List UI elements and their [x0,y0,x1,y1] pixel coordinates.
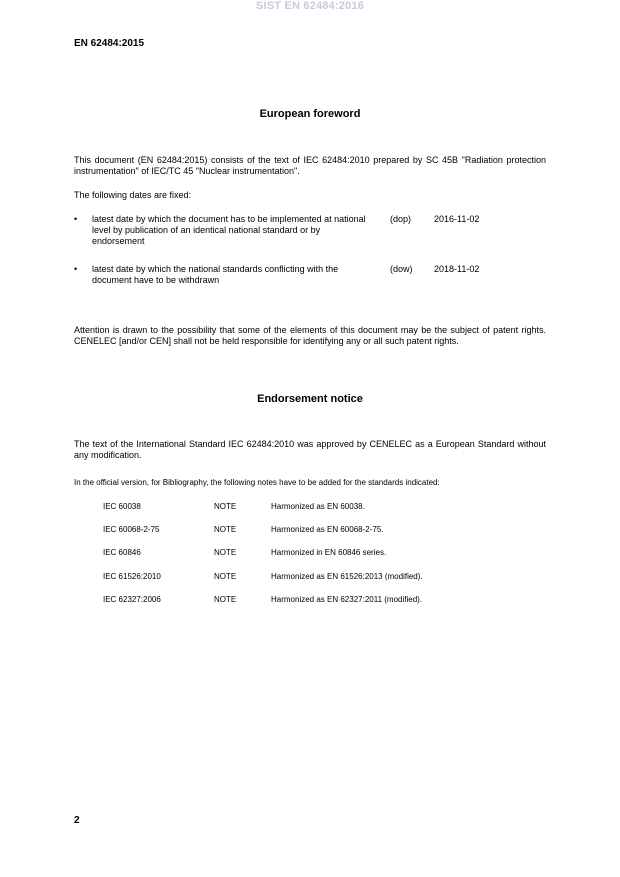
endorsement-text: The text of the International Standard IEC 62484:2010 was approved by CENELEC as a European Standard without any modification. [74,439,546,460]
note-row [0,595,620,607]
note-text: Harmonized as EN 60038. [271,502,365,511]
page-number: 2 [74,815,80,826]
note-text: Harmonized as EN 60068-2-75. [271,525,384,534]
note-row [0,548,620,560]
note-row [0,572,620,584]
date-item-date: 2016-11-02 [434,214,480,224]
date-item-code: (dop) [390,214,412,224]
note-label: NOTE [214,572,237,581]
date-item-text: latest date by which the national standards conflicting with the document have to be withdrawn [92,264,339,285]
dates-intro: The following dates are fixed: [74,190,192,200]
date-item-date: 2018-11-02 [434,264,480,274]
bullet-icon: • [74,214,78,224]
document-header: EN 62484:2015 [74,38,145,49]
note-standard: IEC 60846 [103,548,141,557]
date-item-text: latest date by which the document has to be implemented at national level by publication of an identical national standard or by endorsement [92,214,366,246]
note-text: Harmonized in EN 60846 series. [271,548,387,557]
patent-attention: Attention is drawn to the possibility that some of the elements of this document may be the subject of patent rights. CENELEC [and/or CEN] shall not be held responsible for identifying any or all such patent rights. [74,325,546,346]
bibliography-intro: In the official version, for Bibliography, the following notes have to be added for the standards indicated: [74,478,440,487]
foreword-title: European foreword [259,108,361,120]
note-row [0,502,620,514]
note-row [0,525,620,537]
note-standard: IEC 60068-2-75 [103,525,160,534]
bullet-icon: • [74,264,78,274]
endorsement-title: Endorsement notice [257,393,363,405]
date-item-code: (dow) [390,264,413,274]
note-label: NOTE [214,525,237,534]
note-standard: IEC 61526:2010 [103,572,161,581]
note-standard: IEC 62327:2006 [103,595,161,604]
note-label: NOTE [214,548,237,557]
note-text: Harmonized as EN 61526:2013 (modified). [271,572,423,581]
note-label: NOTE [214,502,237,511]
watermark: SIST EN 62484:2016 [255,0,365,12]
note-text: Harmonized as EN 62327:2011 (modified). [271,595,423,604]
note-standard: IEC 60038 [103,502,141,511]
note-label: NOTE [214,595,237,604]
foreword-intro: This document (EN 62484:2015) consists of the text of IEC 62484:2010 prepared by SC 45B "Radiation protection instrumentation" of IEC/TC 45 "Nuclear instrumentation". [74,155,546,176]
